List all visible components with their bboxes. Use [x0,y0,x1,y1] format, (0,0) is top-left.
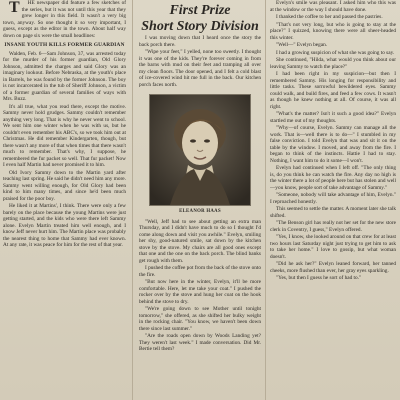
story-paragraph: "But now here in the winter, Evelyn, it'll be more comfortable. Here, let me take your coat." I pushed the rocker over by the stove and hung her coat on the hook behind the stove to dry. [139,279,261,305]
column-divider [265,0,266,400]
column-left [3,0,126,400]
award-title: First Prize [169,3,231,18]
story-paragraph: She continued, "Hilda, what would you think about our leaving Sammy to watch the place?" [270,57,396,70]
story-paragraph: "Well—" Evelyn began. [276,42,328,48]
news-headline-text: INSANE YOUTH KILLS FORMER GUARDIAN [4,42,125,48]
story-paragraph: "We're going down to see Mother until tonight tomorrow," she offered, as she shifted her bulky weight in the rocking chair. "You know, we haven't been down there since last summer." [139,306,261,332]
portrait-caption: ELEANOR HAAS [179,209,221,214]
story-paragraph: He liked it at Martins', I think. There were only a few barely on the place because the young Martins were just getting started, and the kids who were there left Sammy alone. Evelyn Martin treated him well enough, and I know Jeff never hurt him. The Martin place was probably the nearest thing to home that Sammy had ever known. At any rate, it was peace for him for the rest of that year. [3,203,126,248]
author-portrait [149,94,251,206]
story-paragraph: I thanked the coffee to her and passed the pastries. [276,14,383,20]
story-paragraph: This seemed to settle the matter. A moment later she talk shifted. [270,206,396,219]
story-paragraph: Walden, Feb. 6—Sam Johnson, 37, was arrested today for the murder of his former guardian, Old Glory Johnson, admitted the charges and said Glory was an imaginary lookout. Before Nebraska, at the youth's place in Barrels, he was found by the former Johnson. The boy is not incarcerated in the tub of Sheriff Johnson, a victim of a former guardian of several families of ways with Mrs. Buzz. [3,50,126,102]
story-paragraph: "The Benson girl has really not her set for the new store clerk in Coventry, I guess," Evelyn offered. [270,220,396,233]
story-paragraph: "What's the matter? Isn't it such a good idea?" Evelyn startled me out of my thoughts. [270,111,396,124]
story-paragraph: "Yes, I know, she looked around on that crew for at least two hours last Saturday night just trying to get him to ask to take her home." I love to gossip, but what woman doesn't. [270,234,396,260]
column-divider [132,0,133,400]
story-paragraph: I had been right in my suspicion—but then I remembered Sammy. His longing for responsibility and little tasks. These sorrowful bewildered eyes. Sammy could walk, and build fires, and feed a few cows. It wasn't as though he knew nothing at all. Of course, it was all right. [270,71,396,110]
column-middle [139,0,261,400]
story-paragraph: Old Ivory Sammy down to the Martin yard after teaching last spring. He said he didn't need him any more. Sammy went willing enough, for Old Glory had been kind to him many times, and since he'd been much praised for the poor boy. [3,169,126,202]
story-paragraph: "Wipe your feet," I yelled, none too sweetly. I thought it was one of the kids. They're forever coming in from the barns with mud on their feet and tramping all over my clean floors. The door opened, and I felt a cold blast of ice-covered wind hit me full in the back. Our kitchen porch faces north. [139,49,261,88]
portrait-image [150,95,250,205]
story-paragraph: "Are the roads open down by Woods Landing yet? They weren't last week." I made conversation. Did Mr. Bertie tell them? [139,333,261,352]
story-paragraph: I pushed the coffee pot from the back of the stove onto the fire. [139,265,261,278]
story-paragraph: I had a growing suspicion of what she was going to say. [276,49,395,56]
story-paragraph: Evelyn had continued when I left off. "The only thing is, do you think he can watch the fire. Any day no high is the winter there a lot of people here but has stolen and well—you know, people sort of take advantage of Sammy." [270,165,396,191]
award-header [139,3,261,35]
story-paragraph: "Someone, nobody will take advantage of him, Evelyn." I reproached honestly. [270,192,396,205]
story-paragraph: It's all true, what you read there, except the motive. Sammy never hold grudges. Sammy couldn't remember anything very long. That is why he never went to school. We sent him one winter when he was with us, but he couldn't even remember his ABC's, so we took him out at Christmas. He did remember Kindergarten, though, but there wasn't any more of that when times that there wasn't much to remember. That's why, I suppose, he remembered the fur packet so well. That fur packet! Now I even half Martin had never promised it to him. [3,103,126,168]
award-subtitle: Short Story Division [141,19,259,34]
column-right [270,0,396,400]
story-paragraph: I was moving down that I heard once the story the back porch there. [139,35,261,48]
story-paragraph: "Well, Jeff had to see about getting an extra man Thursday, and I didn't have much to do so I thought I'd come along down and visit you awhile." Evelyn, smiling her shy, good-natured smile, sat down by the kitchen stove by the stove. My chairs are all good ones except that one and the one on the back porch. The blind banks get rough with them. [139,218,261,264]
story-paragraph: "That's not very long, but who is going to stay at the place?" I quizzed, knowing there were all sheer-headed this winter. [270,21,396,41]
story-paragraph: "Did he ask her?" Evelyn leaned forward, her tanned cheeks, more flushed than ever, her gray eyes sparkling. [270,261,396,274]
story-paragraph: "Why—of course, Evelyn. Sammy can manage all the work. That is—well there is to do—" I stumbled in my false conviction. I told Evelyn that was and sit it on the table by the window. I moved, and away from the fire. I began to think of the instincts. Hattie I had to stay. Nothing, I want him to do it some—I won't. [270,125,396,164]
story-paragraph: "Yes, but then I guess he sort of had to." [276,275,362,281]
story-paragraph: Evelyn's smile was pleasant. I asked him who this was at the window or the way I should have done. [270,0,396,13]
news-headline [3,42,126,49]
intro-paragraph: THE newspaper did feature a few sketches of the series, but it was not until this year that they grew longer in this field. It wasn't a very big town, anyway. So one thought it so very important, I guess, except as the editor in the town. About half way down on page six were the small headlines: [3,0,126,39]
